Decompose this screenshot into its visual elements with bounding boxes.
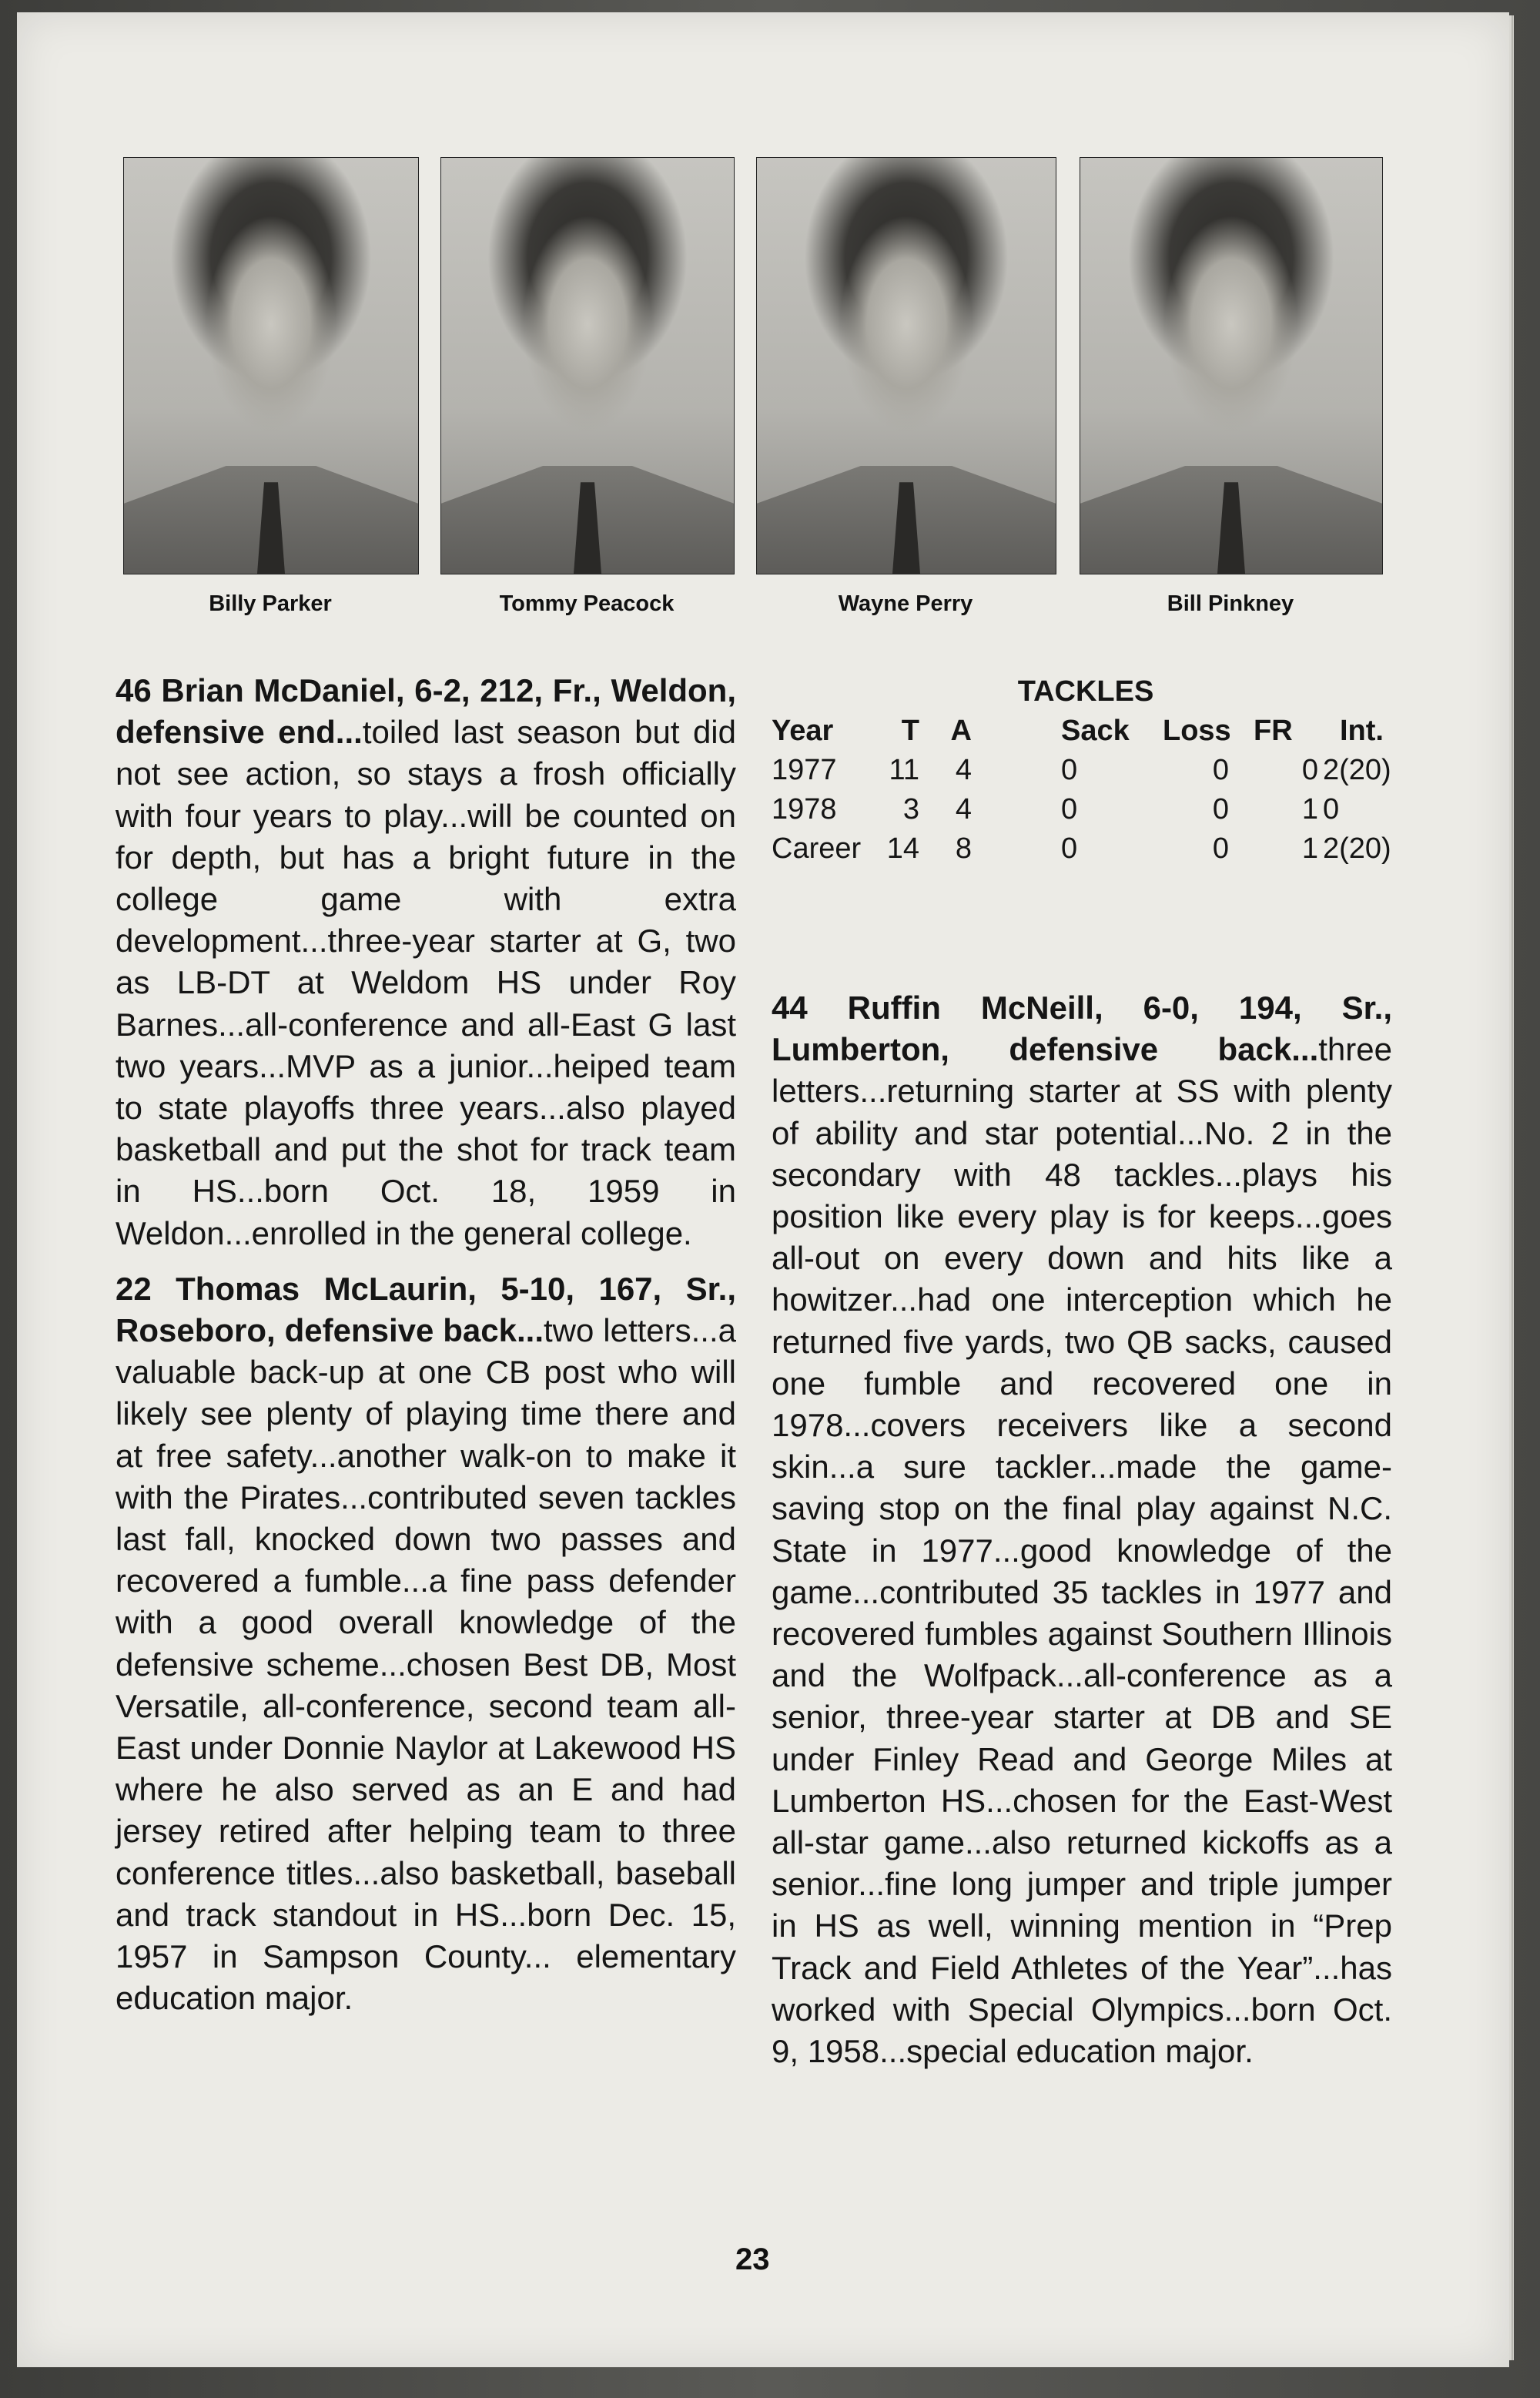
- header-cell: Int.: [1340, 715, 1384, 747]
- table-cell: 4: [955, 793, 972, 826]
- table-row: [770, 790, 1401, 829]
- table-cell: 0: [1061, 754, 1078, 786]
- table-cell: 14: [886, 832, 919, 865]
- table-cell: 0: [1212, 832, 1229, 865]
- player-photo-tommy-peacock: [440, 157, 735, 574]
- header-cell: A: [950, 715, 972, 747]
- table-cell: 0: [1061, 793, 1078, 826]
- bio-heading: 22 Thomas McLaurin, 5-10, 167, Sr., Roseboro, defensive back...: [116, 1270, 736, 1349]
- table-header-row: [770, 712, 1401, 751]
- table-cell: 2(20): [1323, 832, 1391, 865]
- bio-thomas-mclaurin: [116, 1268, 736, 2020]
- table-cell: 0: [1212, 793, 1229, 826]
- bio-text: toiled last season but did not see action, so stays a frosh officially with four years to play...will be counted on for depth, but has a bright future in the college game with extra development...three-year starter at G, two as LB-DT at Weldom HS under Roy Barnes...all-conference and all-East G last two years...MVP as a junior...heiped team to state playoffs three years...also played basketball and put the shot for track team in HS...born Oct. 18, 1959 in Weldon...enrolled in the general college.: [116, 714, 736, 1251]
- bio-heading: 46 Brian McDaniel, 6-2, 212, Fr., Weldon, defensive end...: [116, 672, 736, 751]
- table-row: [770, 751, 1401, 790]
- table-cell: 4: [955, 754, 972, 786]
- table-cell: 1978: [772, 793, 837, 826]
- page-number: 23: [735, 2242, 770, 2276]
- left-column: [116, 670, 736, 2020]
- right-column: [772, 987, 1392, 2072]
- bio-brian-mcdaniel: [116, 670, 736, 1254]
- table-cell: 0: [1212, 754, 1229, 786]
- table-cell: 1: [1301, 793, 1318, 826]
- bio-ruffin-mcneill: [772, 987, 1392, 2072]
- bio-heading: 44 Ruffin McNeill, 6-0, 194, Sr., Lumberton, defensive back...: [772, 990, 1392, 1068]
- player-photo-wayne-perry: [756, 157, 1056, 574]
- table-row: [770, 829, 1401, 869]
- photo-caption: Tommy Peacock: [499, 591, 675, 616]
- table-cell: 3: [902, 793, 919, 826]
- photo-caption: Bill Pinkney: [1167, 591, 1294, 616]
- header-cell: Loss: [1163, 715, 1231, 747]
- table-cell: 1977: [772, 754, 837, 786]
- table-cell: 0: [1061, 832, 1078, 865]
- header-cell: T: [901, 715, 919, 747]
- photo-caption: Billy Parker: [209, 591, 332, 616]
- tackles-table: [770, 672, 1401, 869]
- table-cell: Career: [772, 832, 862, 865]
- bio-text: three letters...returning starter at SS with plenty of ability and star potential...No. 2 in the secondary with 48 tackles...plays his position like every play is for keeps...goes all-out on every down and hits like a howitzer...had one interception which he returned five yards, two QB sacks, caused one fumble and recovered one in 1978...covers receivers like a second skin...a sure tackler...made the game-saving stop on the final play against N.C. State in 1977...good knowledge of the game...contributed 35 tackles in 1977 and recovered fumbles against Southern Illinois and the Wolfpack...all-conference as a senior, three-year starter at DB and SE under Finley Read and George Miles at Lumberton HS...chosen for the East-West all-star game...also returned kickoffs as a senior...fine long jumper and triple jumper in HS as well, winning mention in “Prep Track and Field Athletes of the Year”...has worked with Special Olympics...born Oct. 9, 1958...special education major.: [772, 1031, 1392, 2070]
- table-cell: 11: [889, 754, 919, 786]
- table-cell: 1: [1301, 832, 1318, 865]
- table-cell: 8: [955, 832, 972, 865]
- tackles-title: TACKLES: [1017, 675, 1154, 708]
- photo-caption: Wayne Perry: [838, 591, 973, 616]
- table-cell: 2(20): [1323, 754, 1391, 786]
- table-cell: 0: [1301, 754, 1318, 786]
- header-cell: Year: [772, 715, 834, 747]
- player-photo-billy-parker: [123, 157, 419, 574]
- table-cell: 0: [1323, 793, 1340, 826]
- player-photo-bill-pinkney: [1080, 157, 1383, 574]
- header-cell: Sack: [1061, 715, 1130, 747]
- bio-text: two letters...a valuable back-up at one CB post who will likely see plenty of playing time there and at free safety...another walk-on to make it with the Pirates...contributed seven tackles last fall, knocked down two passes and recovered a fumble...a fine pass defender with a good overall knowledge of the defensive scheme...chosen Best DB, Most Versatile, all-conference, second team all-East under Donnie Naylor at Lakewood HS where he also served as an E and had jersey retired after helping team to three conference titles...also basketball, baseball and track standout in HS...born Dec. 15, 1957 in Sampson County... elementary education major.: [116, 1312, 737, 2017]
- header-cell: FR: [1254, 715, 1293, 747]
